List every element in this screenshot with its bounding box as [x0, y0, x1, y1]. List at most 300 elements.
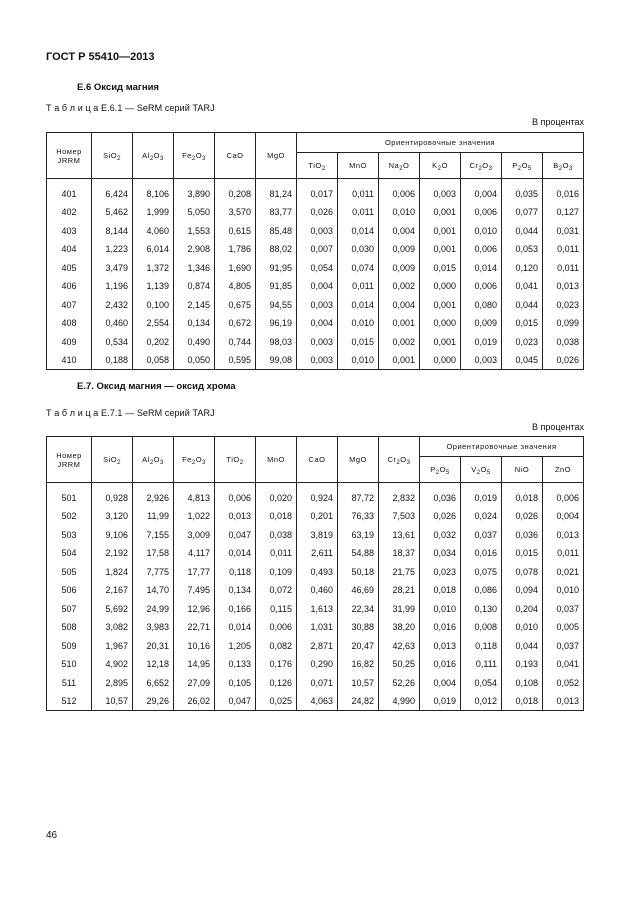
row-number-cell: 501	[47, 483, 92, 508]
col-header-al2o3: $Al_2O_3$	[133, 437, 174, 483]
value-cell: 24,82	[338, 692, 379, 711]
col-header-mno: MnO	[256, 437, 297, 483]
col-header-oriented: Ориентировочные значения	[420, 437, 584, 457]
value-cell: 31,99	[379, 600, 420, 619]
value-cell: 14,95	[174, 655, 215, 674]
value-cell: 0,034	[420, 544, 461, 563]
table-row	[47, 351, 584, 370]
value-cell: 0,001	[420, 222, 461, 241]
value-cell: 17,77	[174, 563, 215, 582]
value-cell: 87,72	[338, 483, 379, 508]
value-cell: 4,117	[174, 544, 215, 563]
value-cell: 0,134	[174, 314, 215, 333]
col-header-nio: NiO	[502, 457, 543, 483]
value-cell: 0,208	[215, 179, 256, 204]
value-cell: 0,000	[420, 314, 461, 333]
row-number-cell: 403	[47, 222, 92, 241]
value-cell: 0,675	[215, 296, 256, 315]
value-cell: 22,34	[338, 600, 379, 619]
value-cell: 0,041	[502, 277, 543, 296]
value-cell: 0,166	[215, 600, 256, 619]
value-cell: 0,010	[461, 222, 502, 241]
value-cell: 0,006	[461, 240, 502, 259]
value-cell: 0,005	[543, 618, 584, 637]
table-row	[47, 526, 584, 545]
value-cell: 0,045	[502, 351, 543, 370]
table-row	[47, 179, 584, 204]
value-cell: 0,109	[256, 563, 297, 582]
table-row	[47, 563, 584, 582]
col-header-al2o3: $Al_2O_3$	[133, 133, 174, 179]
col-header-fe2o3: $Fe_2O_3$	[174, 437, 215, 483]
value-cell: 0,003	[297, 351, 338, 370]
value-cell: 81,24	[256, 179, 297, 204]
value-cell: 2,926	[133, 483, 174, 508]
value-cell: 3,082	[92, 618, 133, 637]
col-header-oriented: Ориентировочные значения	[297, 133, 584, 153]
value-cell: 3,120	[92, 507, 133, 526]
value-cell: 16,82	[338, 655, 379, 674]
row-number-cell: 406	[47, 277, 92, 296]
value-cell: 0,080	[461, 296, 502, 315]
value-cell: 0,004	[543, 507, 584, 526]
value-cell: 0,615	[215, 222, 256, 241]
value-cell: 0,047	[215, 692, 256, 711]
value-cell: 1,824	[92, 563, 133, 582]
value-cell: 0,052	[543, 674, 584, 693]
value-cell: 0,003	[420, 179, 461, 204]
col-header-p2o5: $P_2O_5$	[502, 153, 543, 179]
row-number-cell: 512	[47, 692, 92, 711]
value-cell: 2,908	[174, 240, 215, 259]
value-cell: 54,88	[338, 544, 379, 563]
value-cell: 0,054	[297, 259, 338, 278]
value-cell: 7,495	[174, 581, 215, 600]
value-cell: 1,690	[215, 259, 256, 278]
value-cell: 0,015	[420, 259, 461, 278]
value-cell: 0,014	[338, 296, 379, 315]
value-cell: 1,205	[215, 637, 256, 656]
section-title-e6: Е.6 Оксид магния	[77, 82, 159, 93]
value-cell: 76,33	[338, 507, 379, 526]
row-number-cell: 405	[47, 259, 92, 278]
value-cell: 0,006	[256, 618, 297, 637]
value-cell: 0,010	[338, 351, 379, 370]
value-cell: 0,015	[502, 544, 543, 563]
value-cell: 8,106	[133, 179, 174, 204]
value-cell: 10,57	[92, 692, 133, 711]
value-cell: 0,016	[420, 618, 461, 637]
value-cell: 11,99	[133, 507, 174, 526]
value-cell: 0,924	[297, 483, 338, 508]
table-row	[47, 637, 584, 656]
value-cell: 3,570	[215, 203, 256, 222]
value-cell: 3,890	[174, 179, 215, 204]
value-cell: 91,95	[256, 259, 297, 278]
value-cell: 10,57	[338, 674, 379, 693]
value-cell: 0,013	[543, 526, 584, 545]
value-cell: 0,011	[543, 544, 584, 563]
value-cell: 0,493	[297, 563, 338, 582]
value-cell: 0,290	[297, 655, 338, 674]
value-cell: 1,967	[92, 637, 133, 656]
col-header-mno: MnO	[338, 153, 379, 179]
value-cell: 0,016	[461, 544, 502, 563]
value-cell: 0,044	[502, 637, 543, 656]
value-cell: 2,871	[297, 637, 338, 656]
value-cell: 50,25	[379, 655, 420, 674]
value-cell: 0,072	[256, 581, 297, 600]
value-cell: 0,120	[502, 259, 543, 278]
value-cell: 0,534	[92, 333, 133, 352]
table-row	[47, 507, 584, 526]
value-cell: 12,96	[174, 600, 215, 619]
value-cell: 4,813	[174, 483, 215, 508]
value-cell: 0,004	[420, 674, 461, 693]
row-number-cell: 503	[47, 526, 92, 545]
value-cell: 0,115	[256, 600, 297, 619]
value-cell: 0,202	[133, 333, 174, 352]
value-cell: 2,432	[92, 296, 133, 315]
value-cell: 0,026	[297, 203, 338, 222]
value-cell: 0,126	[256, 674, 297, 693]
value-cell: 0,201	[297, 507, 338, 526]
value-cell: 2,167	[92, 581, 133, 600]
value-cell: 99,08	[256, 351, 297, 370]
value-cell: 0,024	[461, 507, 502, 526]
value-cell: 38,20	[379, 618, 420, 637]
value-cell: 5,692	[92, 600, 133, 619]
value-cell: 0,026	[420, 507, 461, 526]
value-cell: 0,013	[215, 507, 256, 526]
value-cell: 0,077	[502, 203, 543, 222]
value-cell: 28,21	[379, 581, 420, 600]
value-cell: 0,015	[338, 333, 379, 352]
value-cell: 26,02	[174, 692, 215, 711]
row-number-cell: 507	[47, 600, 92, 619]
value-cell: 30,88	[338, 618, 379, 637]
value-cell: 0,003	[297, 222, 338, 241]
value-cell: 13,61	[379, 526, 420, 545]
value-cell: 6,014	[133, 240, 174, 259]
value-cell: 0,134	[215, 581, 256, 600]
value-cell: 2,554	[133, 314, 174, 333]
col-header-number: Номер JRRM	[47, 437, 92, 483]
value-cell: 0,001	[420, 240, 461, 259]
row-number-cell: 407	[47, 296, 92, 315]
value-cell: 0,019	[461, 333, 502, 352]
table-row	[47, 600, 584, 619]
value-cell: 3,983	[133, 618, 174, 637]
value-cell: 10,16	[174, 637, 215, 656]
value-cell: 0,032	[420, 526, 461, 545]
col-header-cr2o3: $Cr_2O_3$	[379, 437, 420, 483]
col-header-mgo: MgO	[256, 133, 297, 179]
value-cell: 0,204	[502, 600, 543, 619]
value-cell: 0,041	[543, 655, 584, 674]
value-cell: 63,19	[338, 526, 379, 545]
value-cell: 0,108	[502, 674, 543, 693]
value-cell: 0,672	[215, 314, 256, 333]
value-cell: 14,70	[133, 581, 174, 600]
value-cell: 1,139	[133, 277, 174, 296]
value-cell: 0,004	[297, 314, 338, 333]
value-cell: 0,008	[461, 618, 502, 637]
value-cell: 94,55	[256, 296, 297, 315]
value-cell: 0,013	[543, 277, 584, 296]
value-cell: 0,018	[502, 483, 543, 508]
value-cell: 0,007	[297, 240, 338, 259]
row-number-cell: 505	[47, 563, 92, 582]
value-cell: 0,074	[338, 259, 379, 278]
value-cell: 5,050	[174, 203, 215, 222]
value-cell: 0,105	[215, 674, 256, 693]
value-cell: 0,176	[256, 655, 297, 674]
table-row	[47, 222, 584, 241]
value-cell: 2,611	[297, 544, 338, 563]
col-header-k2o: $K_2O$	[420, 153, 461, 179]
value-cell: 4,060	[133, 222, 174, 241]
value-cell: 0,047	[215, 526, 256, 545]
value-cell: 0,086	[461, 581, 502, 600]
table-row	[47, 655, 584, 674]
unit-note-e61: В процентах	[532, 117, 584, 127]
value-cell: 0,036	[502, 526, 543, 545]
value-cell: 4,805	[215, 277, 256, 296]
value-cell: 6,652	[133, 674, 174, 693]
value-cell: 0,018	[256, 507, 297, 526]
value-cell: 0,071	[297, 674, 338, 693]
value-cell: 1,999	[133, 203, 174, 222]
row-number-cell: 506	[47, 581, 92, 600]
table-row	[47, 692, 584, 711]
value-cell: 52,26	[379, 674, 420, 693]
value-cell: 0,044	[502, 296, 543, 315]
value-cell: 0,001	[379, 351, 420, 370]
value-cell: 0,009	[461, 314, 502, 333]
value-cell: 17,58	[133, 544, 174, 563]
row-number-cell: 409	[47, 333, 92, 352]
value-cell: 0,038	[256, 526, 297, 545]
value-cell: 0,003	[297, 333, 338, 352]
value-cell: 0,016	[543, 179, 584, 204]
row-number-cell: 408	[47, 314, 92, 333]
value-cell: 91,85	[256, 277, 297, 296]
table-row	[47, 581, 584, 600]
value-cell: 0,006	[461, 277, 502, 296]
value-cell: 7,155	[133, 526, 174, 545]
value-cell: 0,026	[502, 507, 543, 526]
value-cell: 0,013	[420, 637, 461, 656]
value-cell: 0,075	[461, 563, 502, 582]
section-title-e7: Е.7. Оксид магния — оксид хрома	[77, 381, 236, 392]
value-cell: 0,010	[502, 618, 543, 637]
value-cell: 3,819	[297, 526, 338, 545]
value-cell: 3,479	[92, 259, 133, 278]
value-cell: 1,346	[174, 259, 215, 278]
value-cell: 0,099	[543, 314, 584, 333]
value-cell: 0,006	[215, 483, 256, 508]
value-cell: 0,014	[215, 618, 256, 637]
col-header-tio2: TiO$_2$	[297, 153, 338, 179]
value-cell: 0,003	[297, 296, 338, 315]
value-cell: 88,02	[256, 240, 297, 259]
value-cell: 29,26	[133, 692, 174, 711]
value-cell: 0,036	[420, 483, 461, 508]
value-cell: 0,023	[502, 333, 543, 352]
table-row	[47, 674, 584, 693]
value-cell: 0,004	[461, 179, 502, 204]
value-cell: 0,038	[543, 333, 584, 352]
row-number-cell: 509	[47, 637, 92, 656]
value-cell: 0,019	[461, 483, 502, 508]
value-cell: 0,035	[502, 179, 543, 204]
value-cell: 9,106	[92, 526, 133, 545]
value-cell: 1,786	[215, 240, 256, 259]
value-cell: 0,025	[256, 692, 297, 711]
value-cell: 0,006	[543, 483, 584, 508]
value-cell: 0,058	[133, 351, 174, 370]
table-row	[47, 544, 584, 563]
value-cell: 6,424	[92, 179, 133, 204]
row-number-cell: 401	[47, 179, 92, 204]
value-cell: 0,015	[502, 314, 543, 333]
value-cell: 0,030	[338, 240, 379, 259]
value-cell: 0,003	[461, 351, 502, 370]
table-e71	[46, 436, 584, 711]
value-cell: 0,006	[379, 179, 420, 204]
value-cell: 42,63	[379, 637, 420, 656]
col-header-p2o5: $P_2O_5$	[420, 457, 461, 483]
value-cell: 0,053	[502, 240, 543, 259]
value-cell: 7,503	[379, 507, 420, 526]
row-number-cell: 510	[47, 655, 92, 674]
value-cell: 0,018	[502, 692, 543, 711]
value-cell: 0,012	[461, 692, 502, 711]
value-cell: 0,118	[215, 563, 256, 582]
value-cell: 4,063	[297, 692, 338, 711]
value-cell: 0,874	[174, 277, 215, 296]
value-cell: 1,031	[297, 618, 338, 637]
col-header-tio2: TiO$_2$	[215, 437, 256, 483]
value-cell: 0,460	[92, 314, 133, 333]
value-cell: 0,026	[543, 351, 584, 370]
value-cell: 0,014	[338, 222, 379, 241]
value-cell: 46,69	[338, 581, 379, 600]
value-cell: 0,018	[420, 581, 461, 600]
value-cell: 0,000	[420, 277, 461, 296]
value-cell: 2,895	[92, 674, 133, 693]
row-number-cell: 404	[47, 240, 92, 259]
row-number-cell: 402	[47, 203, 92, 222]
value-cell: 0,002	[379, 277, 420, 296]
value-cell: 8,144	[92, 222, 133, 241]
row-number-cell: 511	[47, 674, 92, 693]
table-row	[47, 333, 584, 352]
value-cell: 0,111	[461, 655, 502, 674]
value-cell: 5,462	[92, 203, 133, 222]
value-cell: 1,223	[92, 240, 133, 259]
value-cell: 0,000	[420, 351, 461, 370]
value-cell: 7,775	[133, 563, 174, 582]
col-header-cao: CaO	[215, 133, 256, 179]
value-cell: 0,016	[420, 655, 461, 674]
value-cell: 0,011	[543, 259, 584, 278]
value-cell: 4,902	[92, 655, 133, 674]
value-cell: 0,010	[338, 314, 379, 333]
row-number-cell: 504	[47, 544, 92, 563]
value-cell: 27,09	[174, 674, 215, 693]
value-cell: 1,553	[174, 222, 215, 241]
value-cell: 20,47	[338, 637, 379, 656]
value-cell: 0,127	[543, 203, 584, 222]
col-header-cao: CaO	[297, 437, 338, 483]
table-e61	[46, 132, 584, 370]
value-cell: 0,002	[379, 333, 420, 352]
value-cell: 0,009	[379, 259, 420, 278]
value-cell: 0,011	[338, 203, 379, 222]
value-cell: 3,009	[174, 526, 215, 545]
value-cell: 0,037	[461, 526, 502, 545]
table-row	[47, 296, 584, 315]
value-cell: 0,014	[461, 259, 502, 278]
value-cell: 0,094	[502, 581, 543, 600]
value-cell: 4,990	[379, 692, 420, 711]
value-cell: 0,460	[297, 581, 338, 600]
value-cell: 0,595	[215, 351, 256, 370]
value-cell: 0,001	[420, 296, 461, 315]
table-row	[47, 203, 584, 222]
table-row	[47, 259, 584, 278]
value-cell: 0,006	[461, 203, 502, 222]
value-cell: 0,004	[379, 222, 420, 241]
value-cell: 0,011	[256, 544, 297, 563]
value-cell: 22,71	[174, 618, 215, 637]
value-cell: 0,023	[420, 563, 461, 582]
value-cell: 2,145	[174, 296, 215, 315]
value-cell: 20,31	[133, 637, 174, 656]
table-row	[47, 618, 584, 637]
col-header-mgo: MgO	[338, 437, 379, 483]
value-cell: 0,082	[256, 637, 297, 656]
value-cell: 96,19	[256, 314, 297, 333]
value-cell: 12,18	[133, 655, 174, 674]
table-row	[47, 314, 584, 333]
unit-note-e71: В процентах	[532, 422, 584, 432]
value-cell: 0,744	[215, 333, 256, 352]
table-caption-e61: Т а б л и ц а Е.6.1 — SeRM серий TARJ	[46, 103, 215, 113]
page-number: 46	[46, 830, 58, 841]
value-cell: 0,020	[256, 483, 297, 508]
value-cell: 0,010	[543, 581, 584, 600]
value-cell: 85,48	[256, 222, 297, 241]
value-cell: 0,001	[420, 333, 461, 352]
col-header-number: Номер JRRM	[47, 133, 92, 179]
value-cell: 0,013	[543, 692, 584, 711]
value-cell: 1,022	[174, 507, 215, 526]
value-cell: 0,100	[133, 296, 174, 315]
value-cell: 0,490	[174, 333, 215, 352]
value-cell: 0,928	[92, 483, 133, 508]
table-caption-e71: Т а б л и ц а Е.7.1 — SeRM серий TARJ	[46, 408, 215, 418]
value-cell: 0,037	[543, 637, 584, 656]
col-header-sio2: SiO$_2$	[92, 437, 133, 483]
col-header-b2o3: $B_2O_3$	[543, 153, 584, 179]
value-cell: 0,078	[502, 563, 543, 582]
value-cell: 0,054	[461, 674, 502, 693]
value-cell: 0,118	[461, 637, 502, 656]
value-cell: 2,192	[92, 544, 133, 563]
